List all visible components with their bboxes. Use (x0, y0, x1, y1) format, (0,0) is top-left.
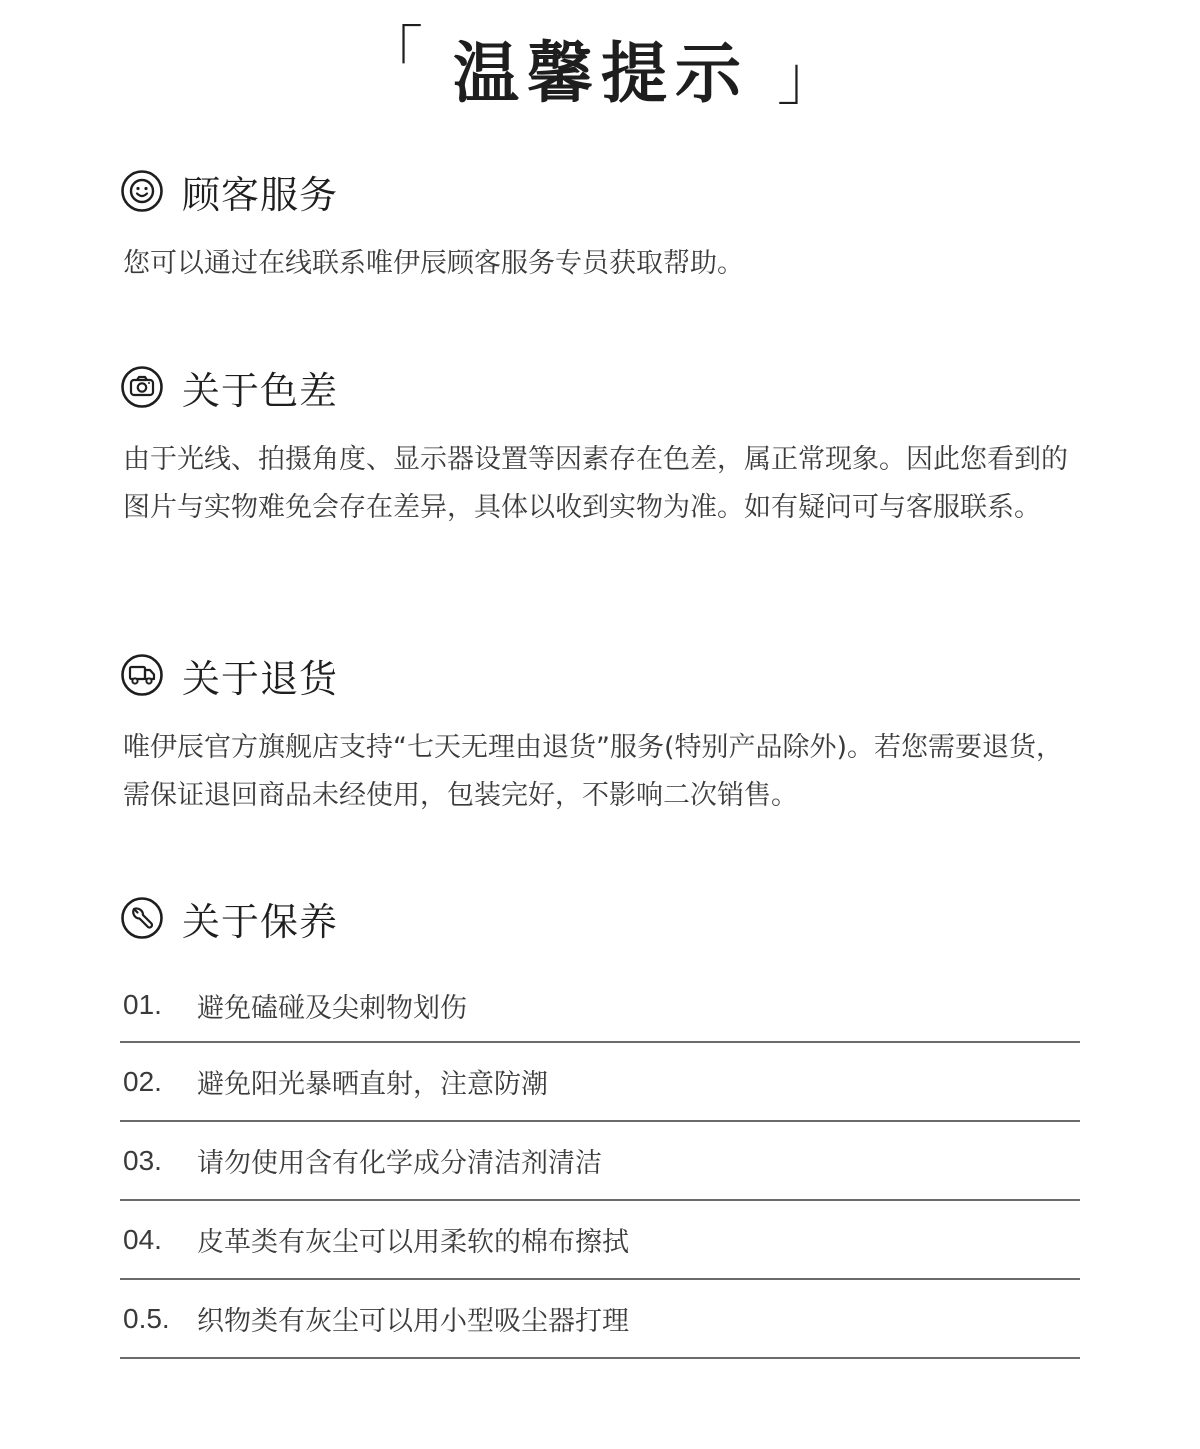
item-number: 02. (123, 1065, 162, 1097)
title-inner (363, 20, 837, 115)
camera-icon (120, 365, 164, 409)
title-text: 温馨提示 (453, 34, 749, 112)
list-item (120, 1201, 1080, 1280)
section-color-difference (120, 362, 1080, 532)
section-title: 关于保养 (182, 899, 339, 944)
section-body: 唯伊辰官方旗舰店支持“七天无理由退货”服务(特别产品除外)。若您需要退货，需保证退回商品未经使用，包装完好，不影响二次销售。 (123, 732, 1064, 811)
truck-icon (120, 653, 164, 697)
item-number: 0.5. (123, 1302, 170, 1334)
section-title: 关于退货 (182, 656, 339, 701)
item-number: 04. (123, 1223, 162, 1255)
page-title (0, 22, 1200, 112)
section-title: 顾客服务 (182, 172, 339, 217)
section-body: 由于光线、拍摄角度、显示器设置等因素存在色差，属正常现象。因此您看到的图片与实物难免会存在差异，具体以收到实物为准。如有疑问可与客服联系。 (123, 444, 1068, 523)
section-head (120, 650, 1080, 700)
section-title: 关于色差 (182, 368, 339, 413)
section-body: 您可以通过在线联系唯伊辰顾客服务专员获取帮助。 (123, 248, 744, 279)
smile-icon (120, 169, 164, 213)
care-list (120, 969, 1080, 1359)
item-text: 请勿使用含有化学成分清洁剂清洁 (197, 1148, 602, 1179)
section-head (120, 166, 1080, 216)
item-number: 03. (123, 1144, 162, 1176)
title-bracket-right: 」 (777, 44, 837, 114)
section-care (120, 893, 1080, 1375)
list-item (120, 1043, 1080, 1122)
title-bracket-left: 「 (363, 20, 423, 90)
list-item (120, 969, 1080, 1043)
section-customer-service (120, 166, 1080, 288)
item-text: 皮革类有灰尘可以用柔软的棉布擦拭 (197, 1227, 629, 1258)
list-item (120, 1280, 1080, 1359)
item-text: 避免阳光暴晒直射，注意防潮 (197, 1069, 548, 1100)
item-text: 避免磕碰及尖刺物划伤 (197, 992, 467, 1024)
section-returns (120, 650, 1080, 820)
section-head (120, 893, 1080, 943)
item-number: 01. (123, 989, 162, 1020)
wrench-icon (120, 896, 164, 940)
item-text: 织物类有灰尘可以用小型吸尘器打理 (197, 1306, 629, 1337)
section-head (120, 362, 1080, 412)
list-item (120, 1122, 1080, 1201)
